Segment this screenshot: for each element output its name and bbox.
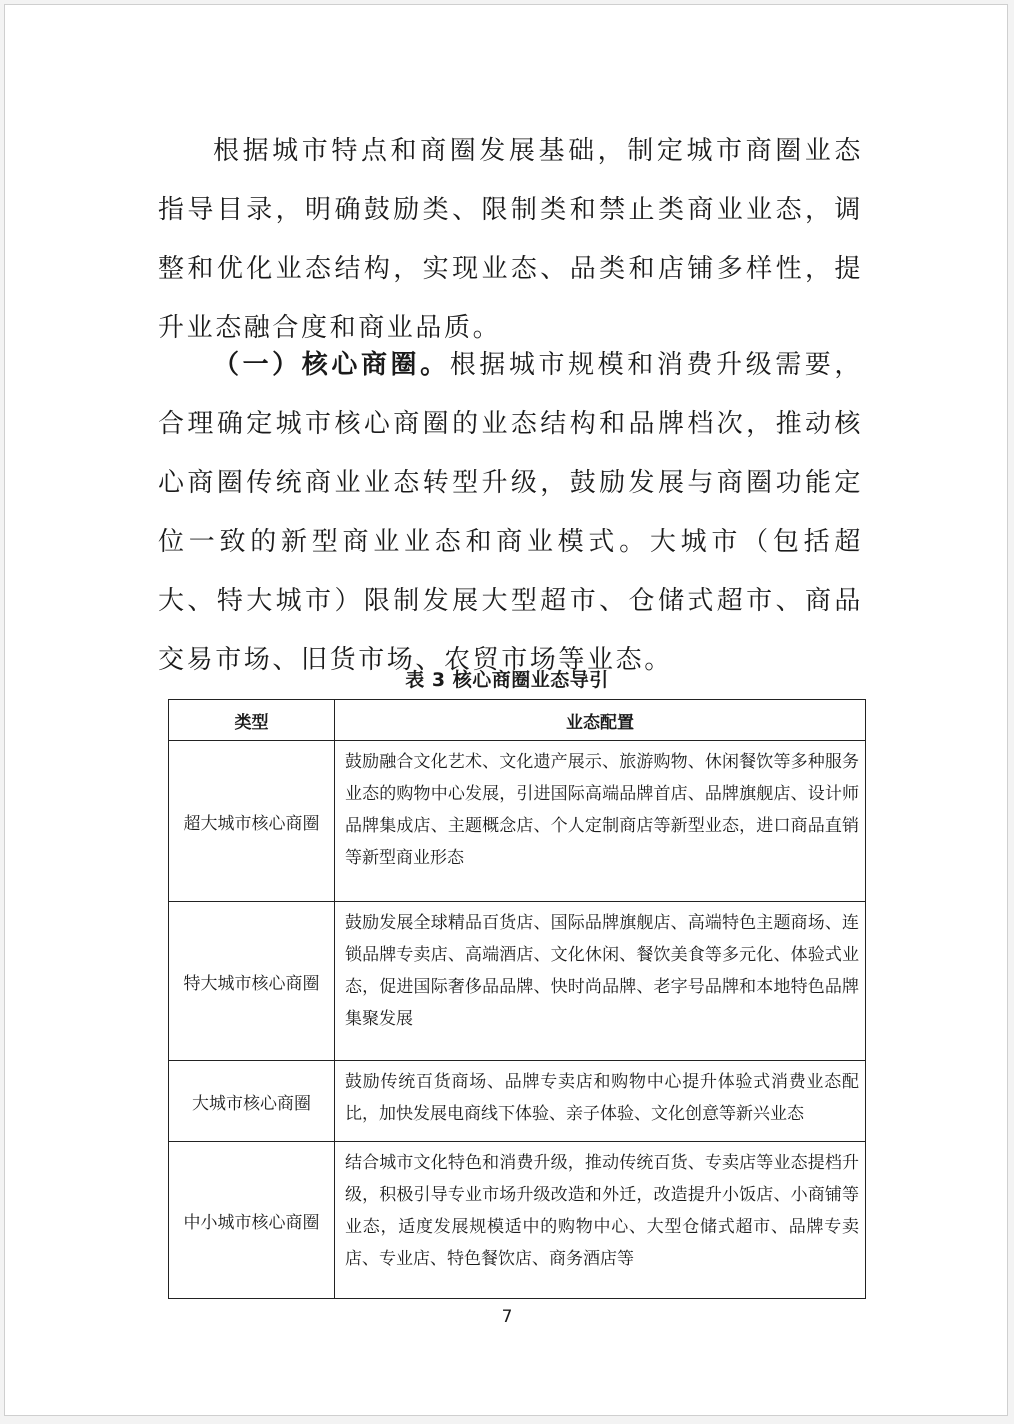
paragraph-core-district-text: 根据城市规模和消费升级需要，合理确定城市核心商圈的业态结构和品牌档次，推动核心商圈传统商业业态转型升级，鼓励发展与商圈功能定位一致的新型商业业态和商业模式。大城市（包括超大、特大城市）限制发展大型超市、仓储式超市、商品交易市场、旧货市场、农贸市场等业态。 xyxy=(158,350,863,675)
row-config: 结合城市文化特色和消费升级，推动传统百货、专卖店等业态提档升级，积极引导专业市场升级改造和外迁，改造提升小饭店、小商铺等业态，适度发展规模适中的购物中心、大型仓储式超市、品牌专卖店、专业店、特色餐饮店、商务酒店等 xyxy=(335,1142,866,1299)
table-row xyxy=(169,1061,866,1142)
header-type: 类型 xyxy=(169,700,335,741)
row-type: 超大城市核心商圈 xyxy=(169,741,335,902)
page-number: 7 xyxy=(501,1307,513,1327)
paragraph-core-district xyxy=(158,336,863,690)
table-row xyxy=(169,902,866,1061)
header-config: 业态配置 xyxy=(335,700,866,741)
business-format-table xyxy=(168,699,866,1299)
row-type: 特大城市核心商圈 xyxy=(169,902,335,1061)
table-row xyxy=(169,741,866,902)
row-config: 鼓励发展全球精品百货店、国际品牌旗舰店、高端特色主题商场、连锁品牌专卖店、高端酒店、文化休闲、餐饮美食等多元化、体验式业态，促进国际奢侈品品牌、快时尚品牌、老字号品牌和本地特色品牌集聚发展 xyxy=(335,902,866,1061)
paragraph-intro-text: 根据城市特点和商圈发展基础，制定城市商圈业态指导目录，明确鼓励类、限制类和禁止类商业业态，调整和优化业态结构，实现业态、品类和店铺多样性，提升业态融合度和商业品质。 xyxy=(158,136,863,343)
table-caption: 表 3 核心商圈业态导引 xyxy=(405,669,609,691)
row-config: 鼓励融合文化艺术、文化遗产展示、旅游购物、休闲餐饮等多种服务业态的购物中心发展，引进国际高端品牌首店、品牌旗舰店、设计师品牌集成店、主题概念店、个人定制商店等新型业态，进口商品直销等新型商业形态 xyxy=(335,741,866,902)
table-row xyxy=(169,1142,866,1299)
paragraph-intro xyxy=(158,122,863,358)
row-config: 鼓励传统百货商场、品牌专卖店和购物中心提升体验式消费业态配比，加快发展电商线下体验、亲子体验、文化创意等新兴业态 xyxy=(335,1061,866,1142)
section-heading: （一）核心商圈。 xyxy=(212,350,450,380)
table-header-row xyxy=(169,700,866,741)
document-page xyxy=(4,4,1008,1416)
row-type: 大城市核心商圈 xyxy=(169,1061,335,1142)
row-type: 中小城市核心商圈 xyxy=(169,1142,335,1299)
